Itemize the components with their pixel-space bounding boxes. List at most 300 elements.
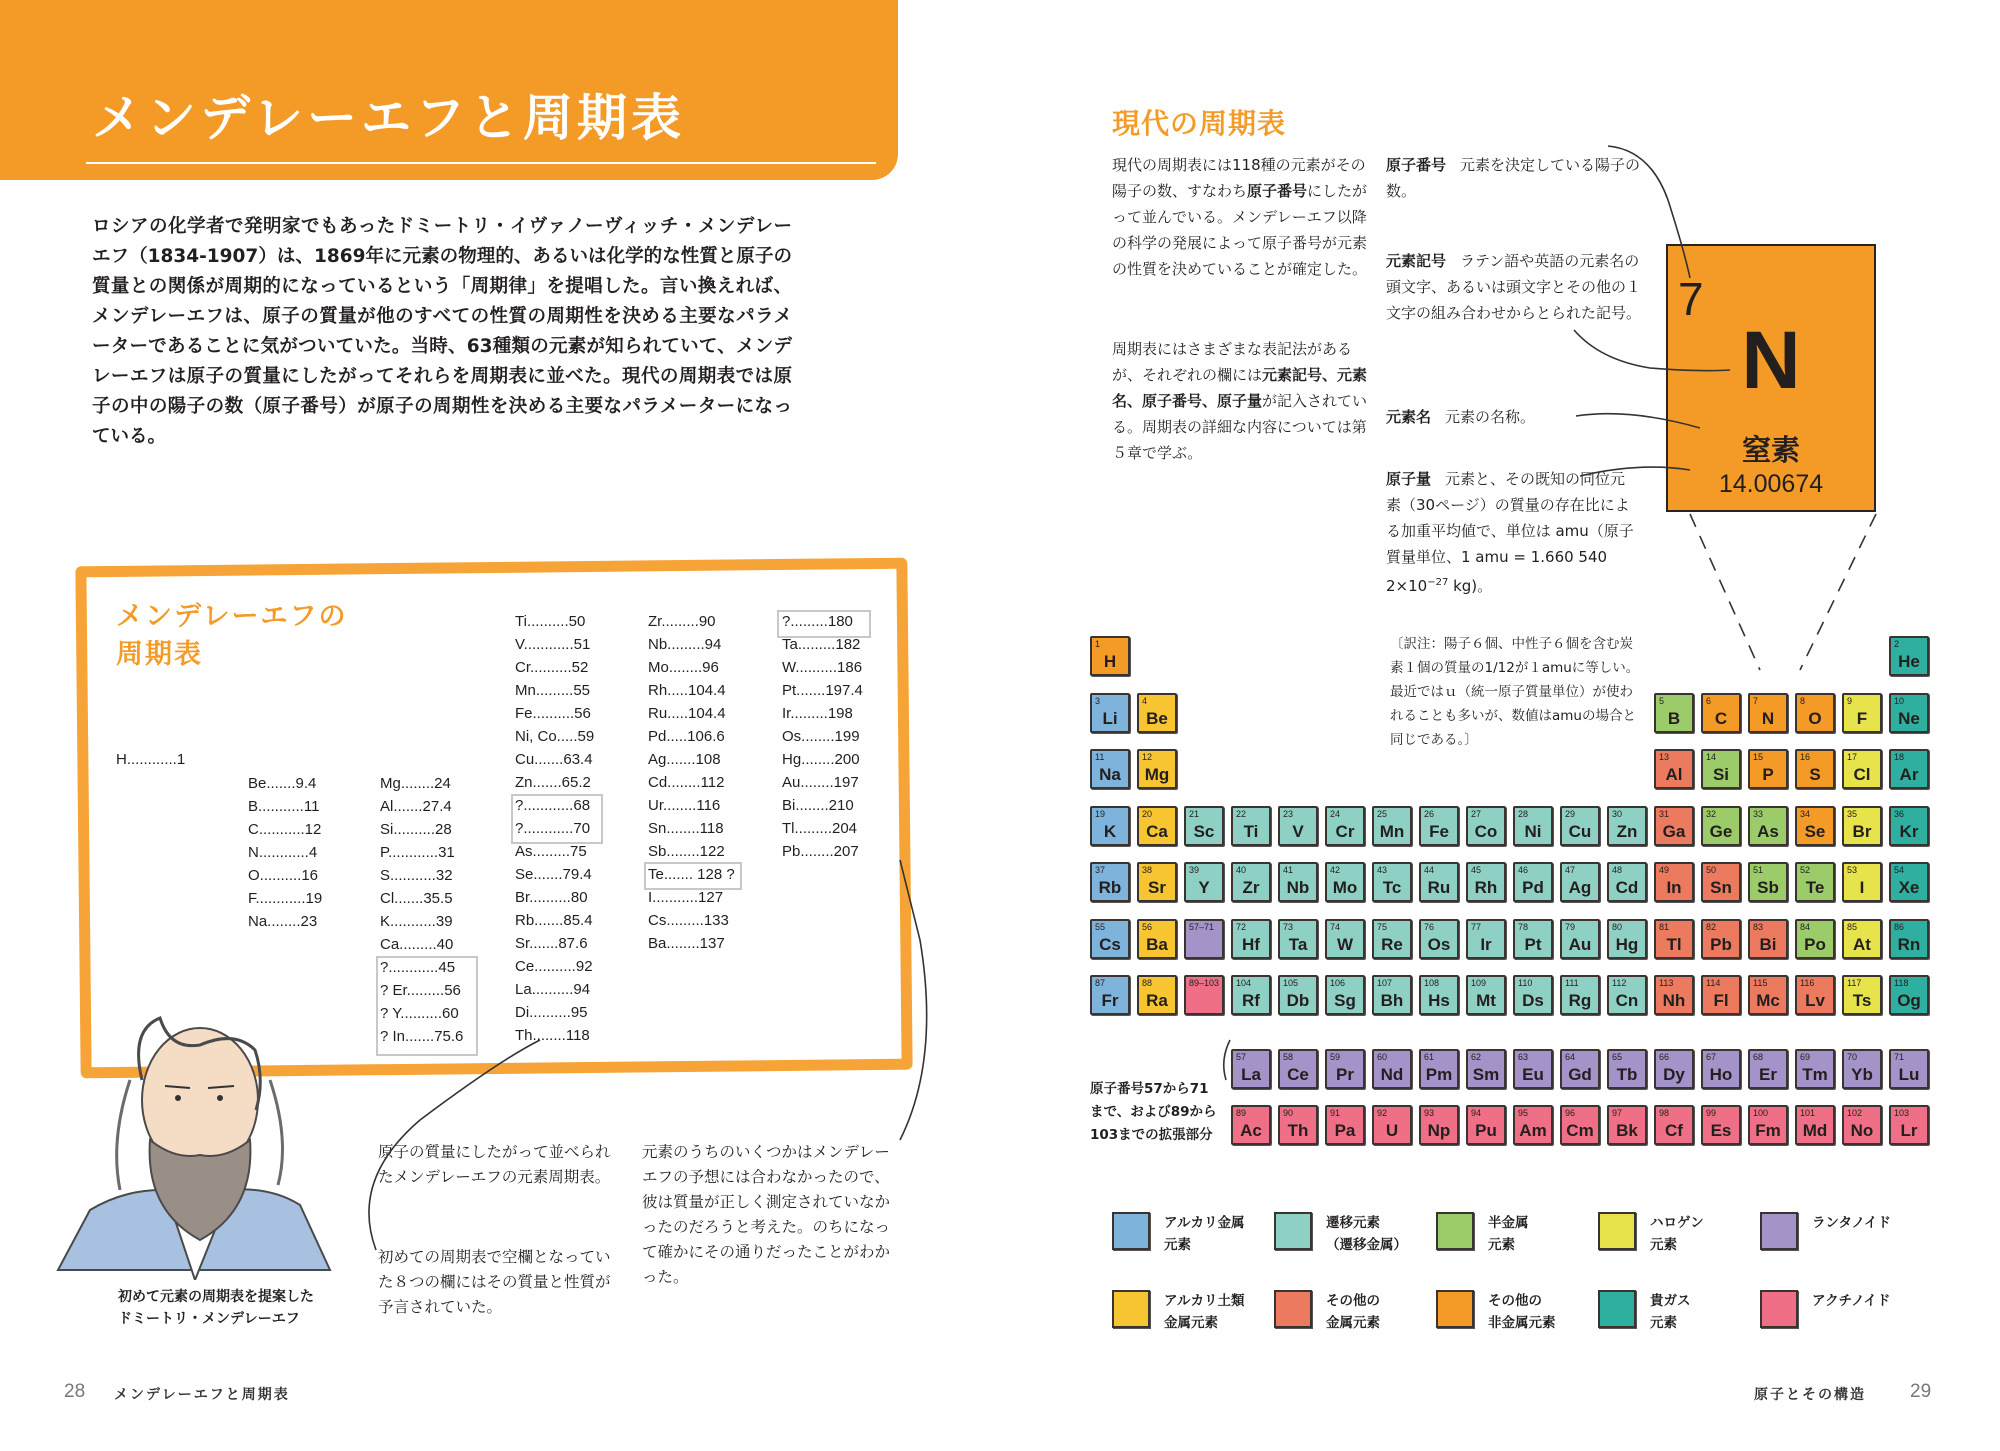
element-symbol: Cm [1566, 1121, 1594, 1140]
element-number: 16 [1800, 752, 1811, 762]
element-number: 18 [1894, 752, 1905, 762]
element-number: 56 [1142, 921, 1153, 932]
mendeleev-entry: O..........16 [248, 867, 319, 884]
element-cell [1748, 975, 1788, 1015]
element-cell [1372, 919, 1412, 959]
mendeleev-entry: Cu.......63.4 [515, 751, 593, 768]
element-number: 62 [1471, 1052, 1482, 1062]
element-cell [1842, 806, 1882, 846]
element-number: 99 [1706, 1108, 1717, 1118]
element-symbol: U [1385, 1121, 1399, 1140]
element-symbol: Np [1427, 1121, 1451, 1140]
mendeleev-entry: Di..........95 [515, 1004, 588, 1021]
zoom-line-left [1690, 514, 1760, 670]
element-symbol: Pd [1522, 878, 1544, 897]
legend-swatch [1436, 1290, 1474, 1328]
element-cell [1560, 1049, 1600, 1089]
element-cell [1137, 693, 1177, 733]
element-cell [1748, 1049, 1788, 1089]
element-cell [1654, 749, 1694, 789]
element-symbol: Zr [1242, 878, 1260, 897]
element-cell [1607, 975, 1647, 1015]
term: 元素名 [1386, 408, 1432, 426]
element-number: 98 [1659, 1108, 1670, 1118]
fblock-label: 原子番号57から71まで、および89から103までの拡張部分 [1090, 1081, 1217, 1143]
element-symbol: Mc [1756, 991, 1780, 1010]
legend-label [1326, 1290, 1380, 1334]
element-cell [1654, 919, 1694, 959]
element-number: 64 [1565, 1052, 1576, 1062]
element-number: 23 [1283, 808, 1294, 819]
element-number: 48 [1612, 865, 1623, 875]
element-number: 36 [1894, 808, 1905, 819]
element-number: 13 [1659, 752, 1670, 762]
element-cell [1419, 862, 1459, 902]
element-number: 107 [1377, 978, 1393, 988]
element-cell [1090, 975, 1130, 1015]
element-number: 111 [1565, 978, 1579, 988]
element-number: 8 [1800, 695, 1806, 706]
mendeleev-entry: B...........11 [248, 798, 320, 815]
mendeleev-entry: Pd.....106.6 [648, 728, 725, 745]
legend-swatch [1112, 1290, 1150, 1328]
element-symbol: Tb [1616, 1065, 1638, 1084]
element-symbol: No [1850, 1121, 1874, 1140]
element-number: 38 [1142, 865, 1153, 875]
element-symbol: Te [1805, 878, 1825, 897]
legend-label-line: 金属元素 [1326, 1315, 1380, 1331]
element-symbol: Fr [1101, 991, 1119, 1010]
element-number: 93 [1424, 1108, 1435, 1118]
text-run: にしたがって並んでいる。メンデレーエフ以降の科学の発展によって原子番号が元素の性質を決めていることが確定した。 [1112, 182, 1368, 278]
legend-swatch [1760, 1290, 1798, 1328]
element-cell [1889, 749, 1929, 789]
element-cell [1607, 919, 1647, 959]
mendeleev-entry: Au........197 [782, 774, 859, 791]
legend-label-line: 非金属元素 [1488, 1315, 1556, 1331]
element-symbol: Tc [1382, 878, 1402, 897]
element-symbol: Ag [1568, 878, 1592, 897]
element-cell [1560, 862, 1600, 902]
mendeleev-entry: Bi........210 [782, 797, 854, 814]
element-symbol: Eu [1522, 1065, 1544, 1084]
element-symbol: He [1898, 652, 1920, 671]
mendeleev-entry: ? Y..........60 [380, 1005, 459, 1022]
element-symbol: Rn [1897, 934, 1921, 954]
element-cell [1090, 806, 1130, 846]
element-symbol: Cr [1335, 821, 1355, 841]
element-symbol: Cf [1665, 1121, 1683, 1140]
element-symbol: Cd [1615, 878, 1639, 897]
element-number: 22 [1236, 808, 1247, 819]
element-cell [1701, 919, 1741, 959]
legend-label [1326, 1212, 1407, 1256]
element-number: 24 [1330, 808, 1341, 819]
mendeleev-column-1 [116, 748, 206, 771]
element-symbol: V [1292, 821, 1304, 841]
legend-label-line: 元素 [1488, 1237, 1515, 1253]
mendeleev-entry: Cr..........52 [515, 659, 589, 676]
element-symbol: Dy [1663, 1065, 1685, 1084]
mendeleev-entry: Zn.......65.2 [515, 774, 591, 791]
element-number: 66 [1659, 1052, 1670, 1062]
legend-label [1488, 1212, 1529, 1256]
element-cell [1137, 919, 1177, 959]
element-number: 78 [1518, 921, 1529, 932]
element-cell [1466, 919, 1506, 959]
element-symbol: In [1666, 878, 1682, 897]
element-symbol: Sb [1757, 878, 1779, 897]
description: 元素と、その既知の同位元素（30ページ）の質量の存在比による加重平均値で、単位は amu（原子質量単位、1 amu = 1.660 540 2×10 [1386, 470, 1634, 595]
element-number: 28 [1518, 808, 1529, 819]
element-cell [1372, 1105, 1412, 1145]
element-symbol: Se [1804, 821, 1826, 841]
element-number: 52 [1800, 865, 1811, 875]
element-number: 69 [1800, 1052, 1811, 1062]
mendeleev-entry: Ag.......108 [648, 751, 721, 768]
element-symbol: Kr [1899, 821, 1919, 841]
element-number: 11 [1095, 752, 1105, 762]
element-symbol: Yb [1851, 1065, 1873, 1084]
element-number: 50 [1706, 865, 1717, 875]
element-number: 96 [1565, 1108, 1576, 1118]
title-rule [86, 162, 876, 164]
element-symbol: H [1103, 652, 1117, 671]
element-cell [1231, 862, 1271, 902]
element-number: 68 [1753, 1052, 1764, 1062]
element-symbol: N [1761, 708, 1775, 728]
element-symbol: As [1757, 821, 1779, 841]
element-cell [1701, 693, 1741, 733]
element-cell [1560, 919, 1600, 959]
element-symbol: Na [1099, 765, 1121, 784]
element-number: 9 [1847, 695, 1853, 706]
element-number: 65 [1612, 1052, 1623, 1062]
element-symbol: Xe [1898, 878, 1920, 897]
definition-mass [1386, 466, 1636, 599]
element-cell [1701, 749, 1741, 789]
element-symbol: Pr [1336, 1065, 1354, 1084]
element-number: 79 [1565, 921, 1576, 932]
element-number: 30 [1612, 808, 1623, 819]
mendeleev-entry: Ru.....104.4 [648, 705, 726, 722]
element-symbol: Cu [1568, 821, 1592, 841]
legend-label [1812, 1290, 1890, 1312]
element-symbol: Pb [1710, 934, 1732, 954]
element-cell [1090, 862, 1130, 902]
element-number: 89–103 [1189, 978, 1220, 988]
element-symbol: Sg [1334, 991, 1356, 1010]
mendeleev-entry: Pb........207 [782, 843, 859, 860]
mendeleev-entry: Mn.........55 [515, 682, 591, 699]
element-symbol: Sm [1472, 1065, 1500, 1084]
element-symbol: Co [1474, 821, 1498, 841]
element-cell [1701, 806, 1741, 846]
mendeleev-entry: Al.......27.4 [380, 798, 452, 815]
mendeleev-entry: As.........75 [515, 843, 587, 860]
element-symbol: Ti [1243, 821, 1259, 841]
element-cell [1795, 1105, 1835, 1145]
element-cell [1701, 975, 1741, 1015]
legend-swatch [1598, 1212, 1636, 1250]
element-cell [1701, 1105, 1741, 1145]
element-symbol: Lv [1805, 991, 1825, 1010]
legend-label-line: （遷移金属） [1326, 1237, 1407, 1253]
element-number: 84 [1800, 921, 1811, 932]
element-number: 102 [1847, 1108, 1863, 1118]
mendeleev-entry: Ce..........92 [515, 958, 593, 975]
element-cell [1231, 1105, 1271, 1145]
element-symbol: Be [1146, 708, 1168, 728]
legend-swatch [1112, 1212, 1150, 1250]
element-number: 81 [1659, 921, 1670, 932]
element-cell [1842, 693, 1882, 733]
element-symbol: Ac [1240, 1121, 1262, 1140]
element-number: 86 [1894, 921, 1905, 932]
element-number: 71 [1894, 1052, 1905, 1062]
element-symbol: Rb [1098, 878, 1122, 897]
example-atomic-number: 7 [1678, 273, 1704, 325]
element-symbol: Am [1519, 1121, 1547, 1140]
element-cell [1137, 806, 1177, 846]
legend-label [1164, 1212, 1244, 1256]
legend-label-line: 元素 [1164, 1237, 1191, 1253]
element-cell [1842, 919, 1882, 959]
element-symbol: Re [1381, 934, 1403, 954]
element-number: 4 [1142, 695, 1148, 706]
element-cell [1795, 693, 1835, 733]
element-number: 85 [1847, 921, 1858, 932]
element-cell [1419, 1049, 1459, 1089]
mendeleev-entry: Rh.....104.4 [648, 682, 726, 699]
element-number: 110 [1518, 978, 1533, 988]
mendeleev-entry: Zr.........90 [648, 613, 716, 630]
element-number: 32 [1706, 808, 1717, 819]
element-cell [1513, 862, 1553, 902]
definition-atomic-number [1386, 152, 1646, 204]
element-number: 67 [1706, 1052, 1717, 1062]
element-symbol: B [1667, 708, 1681, 728]
element-symbol: Ta [1288, 934, 1308, 954]
element-number: 21 [1189, 808, 1200, 819]
element-number: 73 [1283, 921, 1294, 932]
element-cell [1607, 806, 1647, 846]
legend-swatch [1436, 1212, 1474, 1250]
element-cell [1607, 1049, 1647, 1089]
element-number: 47 [1565, 865, 1576, 875]
element-symbol: Ni [1524, 821, 1542, 841]
element-symbol: Ir [1480, 934, 1492, 954]
element-symbol: Li [1102, 708, 1118, 728]
mendeleev-table-title [116, 598, 416, 674]
element-number: 53 [1847, 865, 1858, 875]
mendeleev-entry: Sr.......87.6 [515, 935, 588, 952]
element-cell [1560, 806, 1600, 846]
mendeleev-entry: Cd........112 [648, 774, 725, 791]
mendeleev-entry: I...........127 [648, 889, 724, 906]
element-symbol: Er [1759, 1065, 1777, 1084]
element-number: 77 [1471, 921, 1482, 932]
note-blank-cells: 初めての周期表で空欄となっていた８つの欄にはその質量と性質が予言されていた。 [378, 1248, 611, 1316]
element-number: 88 [1142, 978, 1153, 988]
definition-name [1386, 404, 1646, 430]
element-number: 59 [1330, 1052, 1341, 1062]
text-run: が記入されている。周期表の詳細な内容については第５章で学ぶ。 [1112, 392, 1368, 462]
element-symbol: Fm [1755, 1121, 1781, 1140]
element-number: 45 [1471, 865, 1482, 875]
element-symbol: Mn [1379, 821, 1405, 841]
element-cell [1466, 806, 1506, 846]
element-cell [1419, 806, 1459, 846]
mendeleev-entry: W..........186 [782, 659, 863, 676]
element-symbol: Mt [1476, 991, 1496, 1010]
element-cell [1513, 919, 1553, 959]
element-symbol: Zn [1616, 821, 1638, 841]
element-number: 60 [1377, 1052, 1388, 1062]
element-symbol: Ce [1287, 1065, 1309, 1084]
element-number: 57–71 [1189, 921, 1215, 932]
element-symbol: Es [1710, 1121, 1732, 1140]
example-mass: 14.00674 [1718, 470, 1824, 498]
element-cell [1889, 919, 1929, 959]
legend-label-line: アルカリ土類 [1164, 1293, 1245, 1309]
element-cell [1748, 1105, 1788, 1145]
element-number: 46 [1518, 865, 1529, 875]
element-cell [1654, 806, 1694, 846]
mendeleev-entry: K...........39 [380, 913, 453, 930]
element-number: 34 [1800, 808, 1811, 819]
mendeleev-entry: ?............68 [515, 797, 591, 814]
element-number: 54 [1894, 865, 1905, 875]
legend-label-line: その他の [1326, 1293, 1380, 1309]
mendeleev-entry: ?............70 [515, 820, 591, 837]
element-number: 6 [1706, 695, 1712, 706]
element-cell [1748, 693, 1788, 733]
mendeleev-entry: Ca.........40 [380, 936, 454, 953]
element-cell [1372, 975, 1412, 1015]
element-number: 7 [1753, 695, 1759, 706]
element-symbol: Og [1897, 991, 1921, 1010]
element-cell [1325, 1105, 1365, 1145]
element-cell [1842, 1105, 1882, 1145]
example-name: 窒素 [1741, 433, 1800, 467]
element-symbol: La [1241, 1065, 1261, 1084]
element-cell [1184, 862, 1224, 902]
element-cell [1137, 862, 1177, 902]
element-number: 115 [1753, 978, 1768, 988]
element-number: 49 [1659, 865, 1670, 875]
element-cell [1278, 862, 1318, 902]
page-number-right: 29 [1910, 1381, 1932, 1402]
element-cell [1654, 975, 1694, 1015]
element-number: 97 [1612, 1108, 1623, 1118]
element-symbol: Bh [1380, 991, 1404, 1010]
element-cell [1231, 1049, 1271, 1089]
element-symbol: Lr [1900, 1121, 1918, 1140]
mendeleev-entry: Fe..........56 [515, 705, 591, 722]
element-cell [1889, 806, 1929, 846]
element-symbol: Hg [1615, 934, 1639, 954]
element-number: 57 [1236, 1052, 1247, 1062]
legend-label-line: その他の [1488, 1293, 1542, 1309]
element-number: 76 [1424, 921, 1435, 932]
element-symbol: Ru [1427, 878, 1451, 897]
element-cell [1889, 862, 1929, 902]
legend-label [1164, 1290, 1244, 1334]
mendeleev-entry: Br..........80 [515, 889, 588, 906]
description: ラテン語や英語の元素名の頭文字、あるいは頭文字とその他の１文字の組み合わせからとられた記号。 [1386, 252, 1642, 322]
mendeleev-entry: Se.......79.4 [515, 866, 592, 883]
mendeleev-entry: Th........118 [515, 1027, 590, 1044]
element-symbol: Sr [1148, 878, 1166, 897]
element-number: 43 [1377, 865, 1388, 875]
legend-label-line: 元素 [1650, 1315, 1677, 1331]
predicted-elements-box [376, 956, 478, 1056]
element-cell [1654, 1105, 1694, 1145]
mendeleev-entry: Ba........137 [648, 935, 725, 952]
element-cell [1184, 919, 1224, 959]
element-number: 39 [1189, 865, 1200, 875]
mendeleev-entry: Te....... 128 ? [648, 866, 735, 883]
element-symbol: Rh [1474, 878, 1498, 897]
mendeleev-entry: Sb........122 [648, 843, 725, 860]
element-number: 41 [1283, 865, 1294, 875]
mendeleev-entry: La..........94 [515, 981, 591, 998]
element-cell [1419, 975, 1459, 1015]
legend-label [1488, 1290, 1556, 1334]
element-number: 1 [1095, 639, 1101, 649]
element-cell [1842, 975, 1882, 1015]
element-symbol: S [1809, 765, 1821, 784]
mendeleev-column-2 [248, 772, 338, 933]
element-number: 72 [1236, 921, 1247, 932]
element-symbol: Os [1427, 934, 1451, 954]
mendeleev-entry: Si..........28 [380, 821, 452, 838]
element-cell [1325, 919, 1365, 959]
element-cell [1842, 749, 1882, 789]
mendeleev-entry: Mo........96 [648, 659, 719, 676]
element-cell [1278, 919, 1318, 959]
element-number: 25 [1377, 808, 1388, 819]
element-number: 89 [1236, 1108, 1247, 1118]
element-number: 92 [1377, 1108, 1388, 1118]
mendeleev-column-6 [782, 610, 872, 863]
legend-label-line: 貴ガス [1650, 1293, 1691, 1309]
element-symbol: C [1714, 708, 1728, 728]
element-cell [1513, 1105, 1553, 1145]
element-symbol: Po [1804, 934, 1826, 954]
mendeleev-entry: Be.......9.4 [248, 775, 317, 792]
element-symbol: I [1859, 878, 1865, 897]
element-symbol: Rg [1568, 991, 1592, 1010]
element-symbol: Bi [1759, 934, 1777, 954]
predicted-elements-box [777, 610, 871, 638]
portrait-caption: 初めて元素の周期表を提案したドミートリ・メンデレーエフ [118, 1289, 314, 1327]
element-cell [1278, 1049, 1318, 1089]
element-number: 33 [1753, 808, 1764, 819]
mendeleev-entry: Tl.........204 [782, 820, 858, 837]
mendeleev-entry: V............51 [515, 636, 591, 653]
element-number: 35 [1847, 808, 1858, 819]
modern-table-title: 現代の周期表 [1112, 107, 1287, 140]
legend-label-line: 金属元素 [1164, 1315, 1218, 1331]
element-cell [1466, 975, 1506, 1015]
mendeleev-entry: Rb.......85.4 [515, 912, 593, 929]
element-number: 90 [1283, 1108, 1294, 1118]
element-number: 3 [1095, 695, 1101, 706]
element-cell [1137, 975, 1177, 1015]
element-symbol: Pt [1524, 934, 1542, 954]
